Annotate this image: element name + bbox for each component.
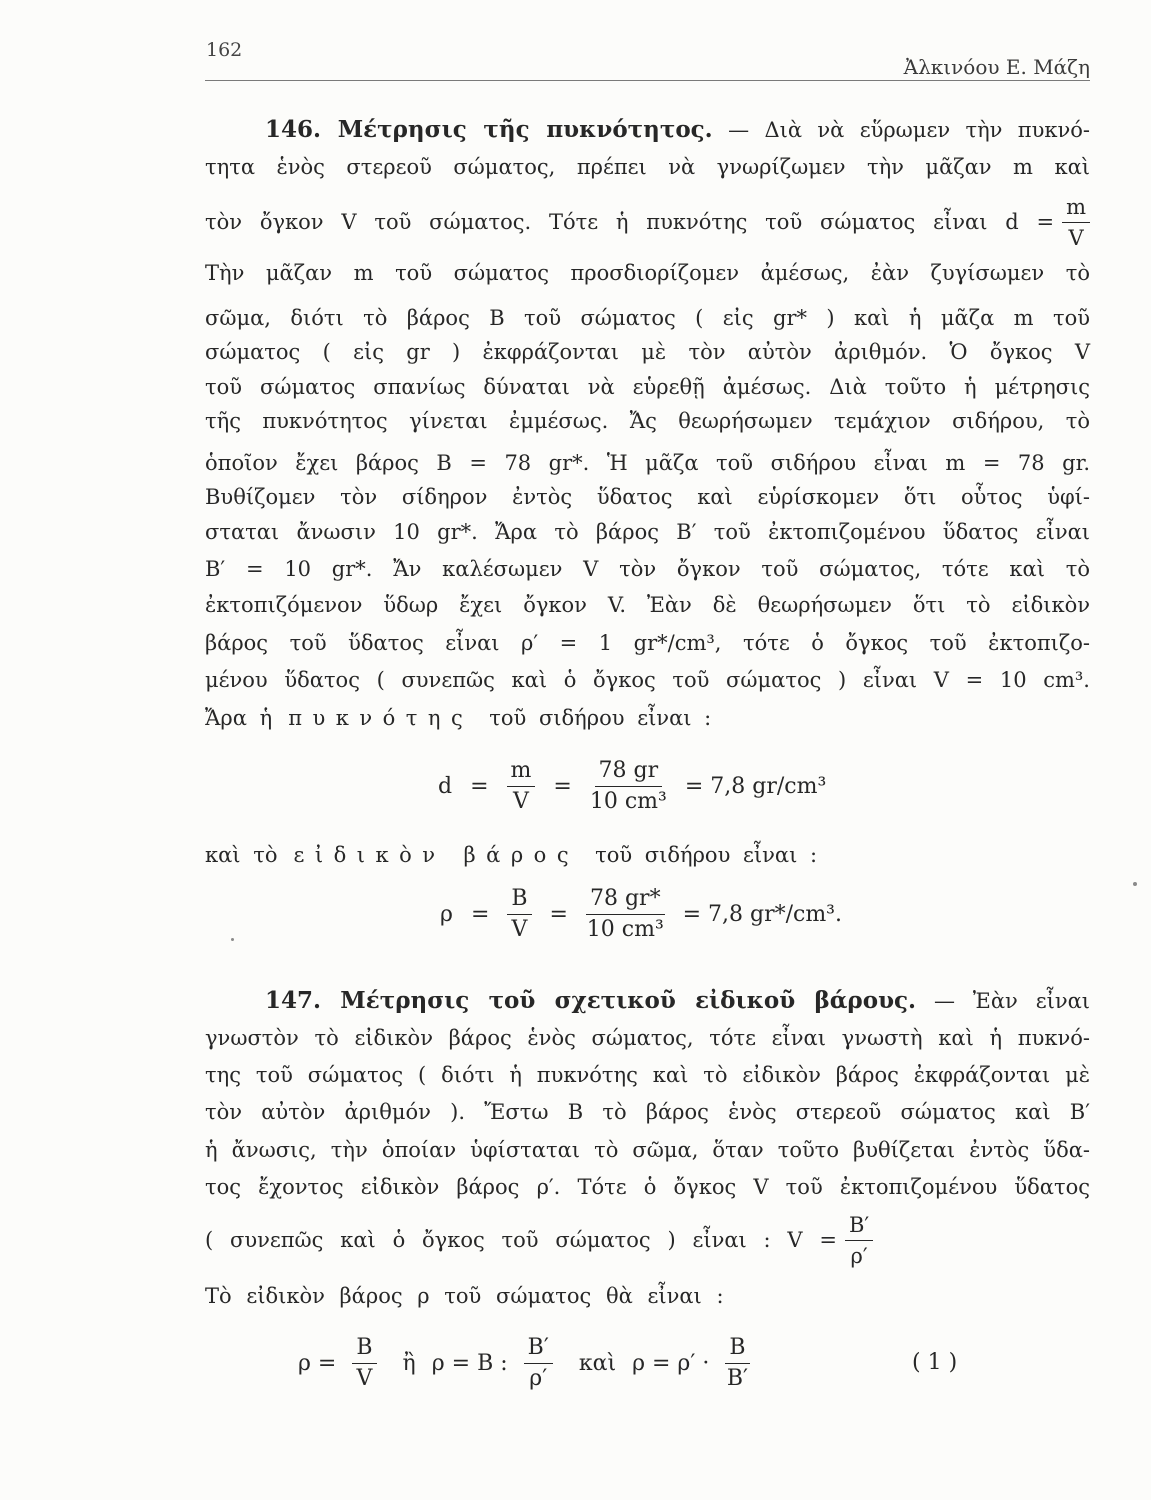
fraction-b-prime-over-rho-prime [524, 1334, 553, 1393]
fraction-denominator: ρ′ [850, 1243, 868, 1268]
fraction-denominator: 10 cm³ [589, 788, 667, 814]
section-146-paragraph-line: Β′ = 10 gr*. Ἄν καλέσωμεν V τὸν ὄγκον τοῦ σώματος, τότε καὶ τὸ [205, 557, 1090, 581]
specific-weight-intro-line: Τὸ εἰδικὸν βάρος ρ τοῦ σώματος θὰ εἶναι : [205, 1284, 724, 1308]
section-146-line-3-text: τὸν ὄγκον V τοῦ σώματος. Τότε ἡ πυκνότης τοῦ σώματος εἶναι d = [205, 210, 1055, 234]
fraction-numerator: Β [507, 885, 531, 915]
formula-equals: = [470, 773, 489, 799]
weight-intro-before: καὶ τὸ [205, 843, 278, 867]
scan-speck [231, 938, 234, 941]
formula-or: ἢ [402, 1350, 416, 1376]
density-intro-emphasis: πυκνότης [288, 706, 474, 730]
section-146-heading: 146. Μέτρησις τῆς πυκνότητος. [265, 116, 713, 143]
fraction-weight-over-volume [586, 885, 665, 944]
section-147-heading-tail: — Ἐὰν εἶναι [933, 989, 1090, 1013]
specific-weight-formula [440, 879, 842, 949]
fraction-b-over-v [507, 885, 531, 944]
fraction-denominator: V [1068, 225, 1084, 250]
section-146-heading-line [265, 114, 1090, 146]
fraction-numerator: Β [725, 1334, 749, 1364]
fraction-b-over-b-prime [725, 1334, 749, 1393]
weight-intro-line [205, 839, 1090, 871]
running-title: Ἀλκινόου Ε. Μάζη [903, 55, 1090, 79]
section-146-paragraph-line: βάρος τοῦ ὕδατος εἶναι ρ′ = 1 gr*/cm³, τότε ὁ ὄγκος τοῦ ἐκτοπιζο- [205, 631, 1090, 655]
section-146-paragraph-line: Βυθίζομεν τὸν σίδηρον ἐντὸς ὕδατος καὶ εὑρίσκομεν ὅτι οὗτος ὑφί- [205, 485, 1090, 509]
formula-equals: = [553, 773, 572, 799]
section-146-paragraph-line: ὁποῖον ἔχει βάρος Β = 78 gr*. Ἡ μᾶζα τοῦ σιδήρου εἶναι m = 78 gr. [205, 451, 1090, 475]
section-146-paragraph-line: ἐκτοπιζόμενον ὕδωρ ἔχει ὄγκον V. Ἐὰν δὲ θεωρήσωμεν ὅτι τὸ εἰδικὸν [205, 593, 1090, 617]
formula-equals: = [549, 901, 568, 927]
section-147-heading: 147. Μέτρησις τοῦ σχετικοῦ εἰδικοῦ βάρους. [265, 987, 917, 1014]
section-147-paragraph-line: ἡ ἄνωσις, τὴν ὁποίαν ὑφίσταται τὸ σῶμα, ὅταν τοῦτο βυθίζεται ἐντὸς ὕδα- [205, 1138, 1090, 1162]
fraction-numerator: m [507, 757, 536, 787]
formula-result: = 7,8 gr*/cm³. [682, 901, 842, 927]
equation-number: ( 1 ) [912, 1350, 958, 1375]
formula-lhs: ρ [440, 901, 453, 927]
density-intro-line [205, 702, 1090, 734]
section-146-line-3 [205, 190, 1090, 254]
weight-intro-emphasis-2: βάρος [463, 843, 580, 867]
formula-part-3: ρ = ρ′ · [632, 1350, 710, 1376]
fraction-denominator: V [511, 916, 528, 942]
section-147-paragraph-line: γνωστὸν τὸ εἰδικὸν βάρος ἑνὸς σώματος, τότε εἶναι γνωστὴ καὶ ἡ πυκνό- [205, 1026, 1090, 1050]
fraction-numerator: 78 gr* [586, 885, 665, 915]
formula-part-2: ρ = Β : [431, 1350, 508, 1376]
fraction-numerator: 78 gr [595, 757, 663, 787]
fraction-mass-over-volume [590, 757, 667, 816]
fraction-b-over-v [352, 1334, 376, 1393]
fraction-numerator: Β [352, 1334, 376, 1364]
weight-intro-emphasis-1: εἰδικὸν [293, 843, 446, 867]
formula-and: καὶ [578, 1350, 617, 1376]
weight-intro-after: τοῦ σιδήρου εἶναι : [595, 843, 818, 867]
formula-result: = 7,8 gr/cm³ [684, 773, 827, 799]
section-146-paragraph-line: σταται ἄνωσιν 10 gr*. Ἄρα τὸ βάρος Β′ τοῦ ἐκτοπιζομένου ὕδατος εἶναι [205, 520, 1090, 544]
density-intro-before: Ἄρα ἡ [205, 706, 273, 730]
section-146-paragraph-line: Τὴν μᾶζαν m τοῦ σώματος προσδιορίζομεν ἀμέσως, ἐὰν ζυγίσωμεν τὸ [205, 261, 1090, 285]
volume-line [205, 1208, 1090, 1272]
volume-fraction [845, 1211, 873, 1270]
formula-equals: = [470, 901, 490, 927]
section-147-heading-line [265, 985, 1090, 1017]
fraction-denominator: 10 cm³ [586, 916, 664, 942]
fraction-denominator: V [513, 788, 529, 814]
section-146-heading-tail: — Διὰ νὰ εὕρωμεν τὴν πυκνό- [728, 118, 1090, 142]
fraction-denominator: V [356, 1365, 373, 1391]
fraction-numerator: Β′ [524, 1334, 553, 1364]
section-146-line-2: τητα ἑνὸς στερεοῦ σώματος, πρέπει νὰ γνωρίζωμεν τὴν μᾶζαν m καὶ [205, 155, 1090, 179]
formula-part-1: ρ = [298, 1350, 337, 1376]
section-147-paragraph-line: της τοῦ σώματος ( διότι ἡ πυκνότης καὶ τὸ εἰδικὸν βάρος ἐκφράζονται μὲ [205, 1063, 1090, 1087]
section-147-paragraph-line: τὸν αὐτὸν ἀριθμόν ). Ἔστω Β τὸ βάρος ἑνὸς στερεοῦ σώματος καὶ Β′ [205, 1100, 1090, 1124]
volume-line-text: ( συνεπῶς καὶ ὁ ὄγκος τοῦ σώματος ) εἶναι : V = [205, 1228, 837, 1252]
formula-lhs: d [438, 773, 453, 799]
fraction-denominator: ρ′ [529, 1365, 548, 1391]
scan-speck [1133, 882, 1137, 886]
fraction-numerator: m [1062, 193, 1090, 223]
section-146-paragraph-line: τῆς πυκνότητος γίνεται ἐμμέσως. Ἄς θεωρήσωμεν τεμάχιον σιδήρου, τὸ [205, 409, 1090, 433]
section-146-paragraph-line: τοῦ σώματος σπανίως δύναται νὰ εὑρεθῇ ἀμέσως. Διὰ τοῦτο ἡ μέτρησις [205, 375, 1090, 399]
page-number: 162 [206, 39, 243, 61]
section-146-paragraph-line: σῶμα, διότι τὸ βάρος Β τοῦ σώματος ( εἰς gr* ) καὶ ἡ μᾶζα m τοῦ [205, 306, 1090, 330]
density-formula [438, 751, 826, 821]
header-rule [205, 80, 1090, 81]
density-intro-after: τοῦ σιδήρου εἶναι : [489, 706, 712, 730]
section-146-paragraph-line: σώματος ( εἰς gr ) ἐκφράζονται μὲ τὸν αὐτὸν ἀριθμόν. Ὁ ὄγκος V [205, 340, 1090, 364]
fraction-m-over-v [507, 757, 536, 816]
fraction-denominator: Β′ [726, 1365, 749, 1391]
fraction-numerator: Β′ [845, 1211, 873, 1241]
section-146-paragraph-line: μένου ὕδατος ( συνεπῶς καὶ ὁ ὄγκος τοῦ σώματος ) εἶναι V = 10 cm³. [205, 668, 1090, 692]
section-147-paragraph-line: τος ἔχοντος εἰδικὸν βάρος ρ′. Τότε ὁ ὄγκος V τοῦ ἐκτοπιζομένου ὕδατος [205, 1175, 1090, 1199]
density-definition-fraction [1062, 193, 1090, 252]
relative-specific-weight-formula [298, 1328, 750, 1398]
